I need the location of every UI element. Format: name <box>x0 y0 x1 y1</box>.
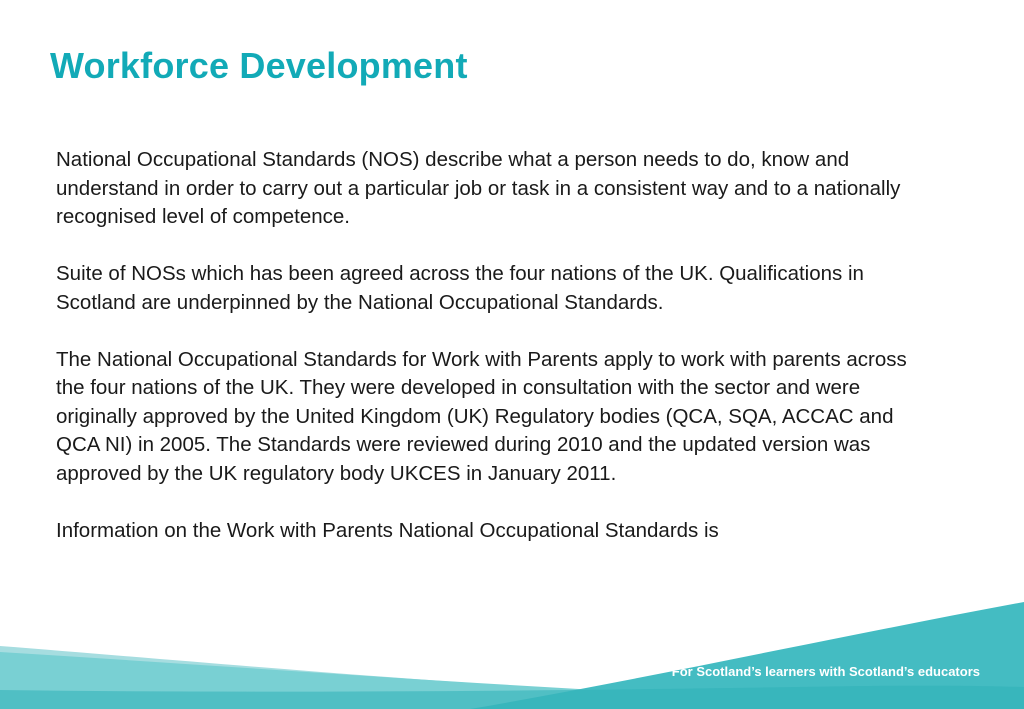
footer-wave-decoration <box>0 590 1024 709</box>
slide-title: Workforce Development <box>50 45 468 86</box>
paragraph-nos-definition: National Occupational Standards (NOS) describe what a person needs to do, know and understand in order to carry out a particular job or task in a consistent way and to a nationally recognised level of competence. <box>56 148 901 228</box>
footer-tagline: For Scotland’s learners with Scotland’s educators <box>671 664 980 679</box>
paragraph-work-with-parents: The National Occupational Standards for Work with Parents apply to work with parents across the four nations of the UK. They were developed in consultation with the sector and were originally approved by the United Kingdom (UK) Regulatory bodies (QCA, SQA, ACCAC and QCA NI) in 2005. The Standards were reviewed during 2010 and the updated version was approved by the UK regulatory body UKCES in January 2011. <box>56 347 907 485</box>
paragraph-nos-suite: Suite of NOSs which has been agreed across the four nations of the UK. Qualifications in Scotland are underpinned by the National Occupational Standards. <box>56 262 864 314</box>
slide-body <box>56 146 916 574</box>
paragraph-information: Information on the Work with Parents National Occupational Standards is <box>56 518 719 542</box>
